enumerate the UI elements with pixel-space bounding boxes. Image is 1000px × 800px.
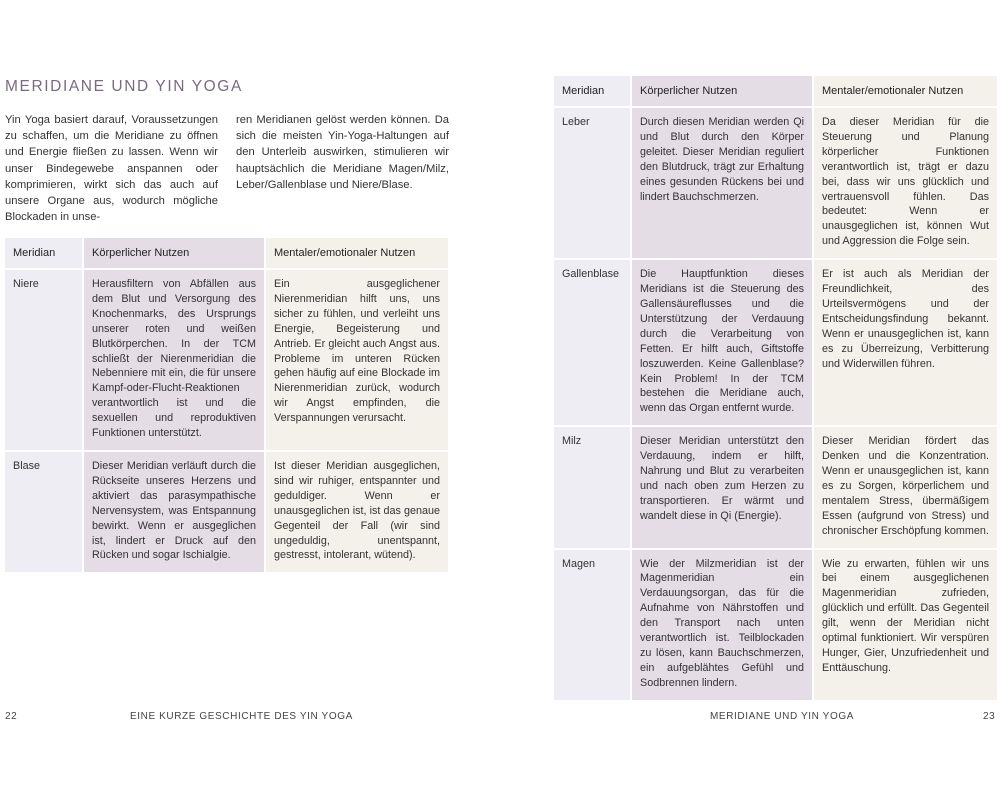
physical-benefit: Dieser Meridian verläuft durch die Rückseite unseres Herzens und aktiviert das parasympathische Nervensystem, was Entspannung bewirkt. Wenn er ausgeglichen ist, lindert er Druck auf den Rücken und sogar Ischialgie. (82, 450, 266, 572)
meridian-name: Milz (554, 425, 630, 547)
mental-benefit: Ist dieser Meridian ausgeglichen, sind wir ruhiger, entspannter und geduldiger. Wenn er unausgeglichen ist, ist das genaue Gegenteil der Fall (wir sind ungeduldig, unentspannt, gestresst, intolerant, wütend). (266, 450, 448, 572)
mental-benefit: Er ist auch als Meridian der Freundlichkeit, des Urteilsvermögens und der Entscheidungsfindung bekannt. Wenn er unausgeglichen ist, kann es zu Überreizung, Verbitterung und Widerwillen führen. (814, 258, 997, 425)
meridian-table-right (554, 76, 997, 700)
meridian-name: Magen (554, 548, 630, 700)
header-physical-benefit: Körperlicher Nutzen (630, 76, 814, 108)
meridian-name: Niere (5, 270, 82, 450)
header-meridian: Meridian (5, 238, 82, 270)
header-physical-benefit: Körperlicher Nutzen (82, 238, 266, 270)
mental-benefit: Wie zu erwarten, fühlen wir uns bei einem ausgeglichenen Magenmeridian zufrieden, glücklich und erfüllt. Das Gegenteil gilt, wenn der Meridian nicht optimal funktioniert. Wir verspüren Hunger, Gier, Unzufriedenheit und Enttäuschung. (814, 548, 997, 700)
table-row (554, 258, 997, 425)
header-meridian: Meridian (554, 76, 630, 108)
meridian-name: Gallenblase (554, 258, 630, 425)
page-title: MERIDIANE UND YIN YOGA (5, 78, 243, 95)
physical-benefit: Durch diesen Meridian werden Qi und Blut durch den Körper geleitet. Dieser Meridian reguliert den Blutdruck, trägt zur Erhaltung eines gesunden Rückens bei und lindert Bauchschmerzen. (630, 108, 814, 258)
table-header-row (554, 76, 997, 108)
mental-benefit: Dieser Meridian fördert das Denken und die Konzentration. Wenn er unausgeglichen ist, kann es zu Sorgen, körperlichem und mentalem Stress, übermäßigem Essen (aufgrund von Stress) und chronischer Erschöpfung kommen. (814, 425, 997, 547)
meridian-name: Leber (554, 108, 630, 258)
mental-benefit: Ein ausgeglichener Nierenmeridian hilft uns, uns sicher zu fühlen, und verleiht uns Energie, Begeisterung und Antrieb. Er gleicht auch Angst aus. Probleme im unteren Rücken gehen häufig auf eine Blockade im Nierenmeridian zurück, wodurch wir Angst empfinden, die Verspannungen verursacht. (266, 270, 448, 450)
intro-paragraph-col1: Yin Yoga basiert darauf, Voraussetzungen zu schaffen, um die Meridiane zu öffnen und Energie fließen zu lassen. Wenn wir unser Bindegewebe anspannen oder komprimieren, wirkt sich das auch auf unsere Organe aus, wodurch mögliche Blockaden in unse- (5, 114, 218, 224)
meridian-table-left (5, 238, 448, 572)
table-row (5, 450, 448, 572)
table-row (554, 108, 997, 258)
running-footer: MERIDIANE UND YIN YOGA (710, 711, 854, 722)
meridian-name: Blase (5, 450, 82, 572)
table-row (554, 425, 997, 547)
table-row (5, 270, 448, 450)
physical-benefit: Die Hauptfunktion dieses Meridians ist die Steuerung des Gallensäureflusses und die Unterstützung der Verdauung durch die Verarbeitung von Fetten. Er hilft auch, Giftstoffe loszuwerden. Keine Gallenblase? Kein Problem! In der TCM bestehen die Meridiane auch, wenn das Organ entfernt wurde. (630, 258, 814, 425)
physical-benefit: Dieser Meridian unterstützt den Verdauung, indem er hilft, Nahrung und Blut zu verarbeiten und nach oben zum Herzen zu transportieren. Er wärmt und wandelt diese in Qi (Energie). (630, 425, 814, 547)
physical-benefit: Wie der Milzmeridian ist der Magenmeridian ein Verdauungsorgan, das für die Aufnahme von Nährstoffen und den Transport nach unten verantwortlich ist. Teilblockaden zu lösen, kann Bauchschmerzen, ein aufgeblähtes Gefühl und Sodbrennen lindern. (630, 548, 814, 700)
header-mental-benefit: Mentaler/emotionaler Nutzen (266, 238, 448, 270)
page-number: 23 (983, 711, 996, 722)
page-number: 22 (5, 711, 18, 722)
intro-paragraph-col2: ren Meridianen gelöst werden können. Da sich die meisten Yin-Yoga-Haltungen auf den Unterleib auswirken, stimulieren wir hauptsächlich die Meridiane Magen/Milz, Leber/Gallenblase und Niere/Blase. (236, 114, 449, 191)
header-mental-benefit: Mentaler/emotionaler Nutzen (814, 76, 997, 108)
mental-benefit: Da dieser Meridian für die Steuerung und Planung körperlicher Funktionen verantwortlich ist, trägt er dazu bei, dass wir uns glücklich und vertrauensvoll fühlen. Das bedeutet: Wenn er unausgeglichen ist, können Wut und Aggression die Folge sein. (814, 108, 997, 258)
table-header-row (5, 238, 448, 270)
physical-benefit: Herausfiltern von Abfällen aus dem Blut und Versorgung des Knochenmarks, des Ursprungs unserer roten und weißen Blutkörperchen. In der TCM schließt der Nierenmeridian die Nebenniere mit ein, die für unsere Kampf-oder-Flucht-Reaktionen verantwortlich ist und die sexuellen und reproduktiven Funktionen unterstützt. (82, 270, 266, 450)
table-row (554, 548, 997, 700)
running-footer: EINE KURZE GESCHICHTE DES YIN YOGA (130, 711, 353, 722)
